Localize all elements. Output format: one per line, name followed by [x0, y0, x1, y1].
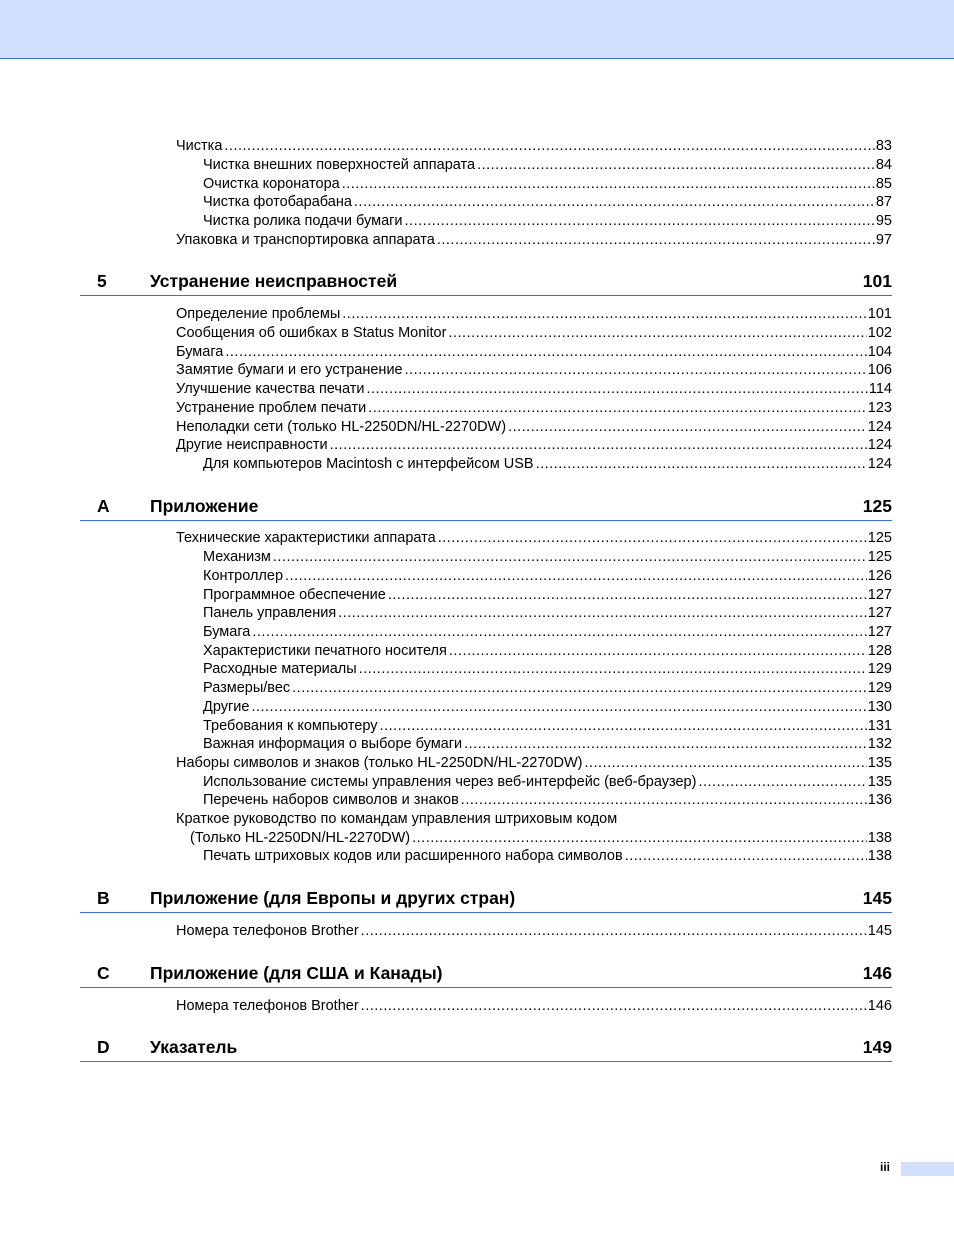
toc-entry-title: Устранение проблем печати [176, 400, 367, 416]
dot-leader [449, 642, 867, 660]
toc-entry[interactable] [203, 660, 892, 678]
toc-entry-page: 138 [867, 848, 892, 864]
toc-entry[interactable] [176, 922, 892, 940]
chapter-title: Приложение (для США и Канады) [150, 963, 443, 983]
dot-leader [330, 436, 867, 454]
chapter-title: Приложение (для Европы и других стран) [150, 888, 516, 908]
toc-entry-page: 130 [867, 699, 892, 715]
toc-entry-page: 87 [875, 194, 892, 210]
chapter-heading[interactable] [80, 888, 892, 913]
toc-entry[interactable] [203, 642, 892, 660]
chapter-heading[interactable] [80, 271, 892, 296]
toc-entry-page: 124 [867, 437, 892, 453]
chapter-page: 101 [862, 271, 892, 291]
toc-entry[interactable] [190, 829, 892, 847]
toc-entry-page: 106 [867, 362, 892, 378]
chapter-page: 125 [862, 496, 892, 516]
dot-leader [380, 717, 867, 735]
toc-entry[interactable] [176, 380, 892, 398]
toc-entry[interactable] [176, 997, 892, 1015]
toc-entry-title: Перечень наборов символов и знаков [203, 792, 459, 808]
dot-leader [461, 791, 867, 809]
toc-entry[interactable] [203, 604, 892, 622]
page-number: iii [880, 1160, 891, 1174]
dot-leader [359, 660, 867, 678]
toc-entry-title: Определение проблемы [176, 306, 341, 322]
chapter-number: D [97, 1037, 110, 1057]
toc-entry-title[interactable]: Краткое руководство по командам управления штриховым кодом [176, 811, 618, 827]
dot-leader [251, 698, 866, 716]
toc-entry[interactable] [176, 529, 892, 547]
toc-entry[interactable] [176, 754, 892, 772]
dot-leader [368, 399, 867, 417]
dot-leader [405, 212, 875, 230]
chapter-page: 146 [862, 963, 892, 983]
toc-entry-page: 104 [867, 344, 892, 360]
toc-entry[interactable] [176, 137, 892, 155]
toc-entry[interactable] [203, 156, 892, 174]
dot-leader [437, 231, 875, 249]
toc-entry[interactable] [203, 175, 892, 193]
dot-leader [338, 604, 867, 622]
toc-entry-title: Размеры/вес [203, 680, 291, 696]
toc-entry-title: Очистка коронатора [203, 176, 340, 192]
toc-entry-page: 83 [875, 138, 892, 154]
dot-leader [225, 343, 866, 361]
toc-entry[interactable] [203, 847, 892, 865]
dot-leader [361, 922, 867, 940]
toc-entry-title: Контроллер [203, 568, 284, 584]
toc-entry-title: Другие [203, 699, 250, 715]
toc-entry[interactable] [203, 212, 892, 230]
toc-entry-title: Программное обеспечение [203, 587, 386, 603]
dot-leader [464, 735, 867, 753]
page-tab [901, 1162, 954, 1176]
toc-entry-title: Бумага [203, 624, 251, 640]
chapter-title: Указатель [150, 1037, 238, 1057]
toc-entry-title: Другие неисправности [176, 437, 328, 453]
dot-leader [438, 529, 867, 547]
toc-entry[interactable] [203, 773, 892, 791]
dot-leader [361, 997, 867, 1015]
toc-entry-page: 135 [867, 755, 892, 771]
toc-entry[interactable] [203, 567, 892, 585]
toc-entry[interactable] [203, 623, 892, 641]
toc-entry-title: Упаковка и транспортировка аппарата [176, 232, 435, 248]
toc-entry[interactable] [203, 735, 892, 753]
toc-entry[interactable] [203, 679, 892, 697]
toc-entry[interactable] [203, 717, 892, 735]
dot-leader [292, 679, 867, 697]
toc-entry-page: 132 [867, 736, 892, 752]
toc-entry-title: Важная информация о выборе бумаги [203, 736, 463, 752]
toc-entry[interactable] [203, 193, 892, 211]
toc-entry-title: Чистка ролика подачи бумаги [203, 213, 403, 229]
toc-entry-page: 102 [867, 325, 892, 341]
toc-entry-title: Номера телефонов Brother [176, 923, 359, 939]
header-band [0, 0, 954, 59]
toc-entry[interactable] [176, 436, 892, 454]
toc-entry-title: Чистка [176, 138, 223, 154]
toc-entry[interactable] [203, 548, 892, 566]
toc-entry-page: 85 [875, 176, 892, 192]
dot-leader [698, 773, 866, 791]
dot-leader [252, 623, 866, 641]
dot-leader [342, 175, 875, 193]
dot-leader [448, 324, 866, 342]
dot-leader [584, 754, 866, 772]
toc-entry-page: 124 [867, 419, 892, 435]
dot-leader [508, 418, 867, 436]
toc-entry-page: 131 [867, 718, 892, 734]
chapter-number: C [97, 963, 110, 983]
toc-entry-title: Сообщения об ошибках в Status Monitor [176, 325, 447, 341]
dot-leader [354, 193, 875, 211]
toc-entry-page: 136 [867, 792, 892, 808]
dot-leader [285, 567, 867, 585]
toc-entry-page: 97 [875, 232, 892, 248]
toc-entry-title: Улучшение качества печати [176, 381, 365, 397]
toc-entry-page: 129 [867, 680, 892, 696]
toc-entry[interactable] [176, 399, 892, 417]
toc-entry[interactable] [203, 586, 892, 604]
dot-leader [224, 137, 874, 155]
toc-entry-page: 125 [867, 549, 892, 565]
toc-entry[interactable] [176, 418, 892, 436]
toc-entry-page: 95 [875, 213, 892, 229]
toc-entry-title: Панель управления [203, 605, 337, 621]
toc-entry-page: 101 [867, 306, 892, 322]
toc-entry-page: 84 [875, 157, 892, 173]
toc-entry-title: Чистка внешних поверхностей аппарата [203, 157, 476, 173]
toc-entry-page: 125 [867, 530, 892, 546]
chapter-title: Приложение [150, 496, 259, 516]
toc-entry-title: Расходные материалы [203, 661, 357, 677]
toc-entry-page: 127 [867, 605, 892, 621]
toc-entry-title: Для компьютеров Macintosh с интерфейсом USB [203, 456, 534, 472]
toc-entry-page: 146 [867, 998, 892, 1014]
chapter-number: A [97, 496, 110, 516]
toc-entry-title: Характеристики печатного носителя [203, 643, 447, 659]
chapter-heading[interactable] [80, 1037, 892, 1062]
toc-entry-page: 128 [867, 643, 892, 659]
toc-entry[interactable] [176, 324, 892, 342]
dot-leader [405, 361, 867, 379]
toc-entry-title: Печать штриховых кодов или расширенного набора символов [203, 848, 623, 864]
toc-entry-page: 145 [867, 923, 892, 939]
toc-entry-title: Наборы символов и знаков (только HL-2250DN/HL-2270DW) [176, 755, 583, 771]
toc-entry-title: Механизм [203, 549, 271, 565]
toc-entry-title: Использование системы управления через веб-интерфейс (веб-браузер) [203, 774, 697, 790]
chapter-page: 149 [862, 1037, 892, 1057]
toc-entry-page: 135 [867, 774, 892, 790]
dot-leader [342, 305, 867, 323]
toc-entry-page: 124 [867, 456, 892, 472]
toc-entry-page: 126 [867, 568, 892, 584]
toc-entry[interactable] [203, 698, 892, 716]
dot-leader [388, 586, 867, 604]
toc-entry-title: Неполадки сети (только HL-2250DN/HL-2270DW) [176, 419, 507, 435]
dot-leader [477, 156, 875, 174]
toc-entry-title: Технические характеристики аппарата [176, 530, 436, 546]
toc-entry[interactable] [203, 791, 892, 809]
toc-entry[interactable] [176, 361, 892, 379]
toc-entry-title: Чистка фотобарабана [203, 194, 352, 210]
toc-entry-page: 127 [867, 624, 892, 640]
toc-entry-title: Замятие бумаги и его устранение [176, 362, 403, 378]
toc-entry[interactable] [176, 231, 892, 249]
toc-entry[interactable] [203, 455, 892, 473]
dot-leader [273, 548, 867, 566]
dot-leader [412, 829, 867, 847]
chapter-heading[interactable] [80, 963, 892, 988]
chapter-title: Устранение неисправностей [150, 271, 398, 291]
chapter-page: 145 [862, 888, 892, 908]
toc-entry-page: 123 [867, 400, 892, 416]
toc-entry[interactable] [176, 305, 892, 323]
chapter-number: 5 [97, 271, 107, 291]
dot-leader [536, 455, 867, 473]
toc-entry-title: Требования к компьютеру [203, 718, 378, 734]
dot-leader [366, 380, 867, 398]
toc-entry-title: (Только HL-2250DN/HL-2270DW) [190, 830, 411, 846]
chapter-heading[interactable] [80, 496, 892, 521]
toc-entry-page: 114 [868, 381, 892, 397]
dot-leader [625, 847, 867, 865]
toc-entry-page: 129 [867, 661, 892, 677]
toc-entry-title: Бумага [176, 344, 224, 360]
toc-entry-page: 127 [867, 587, 892, 603]
chapter-number: B [97, 888, 110, 908]
toc-entry-title: Номера телефонов Brother [176, 998, 359, 1014]
toc-entry-page: 138 [867, 830, 892, 846]
toc-entry[interactable] [176, 343, 892, 361]
